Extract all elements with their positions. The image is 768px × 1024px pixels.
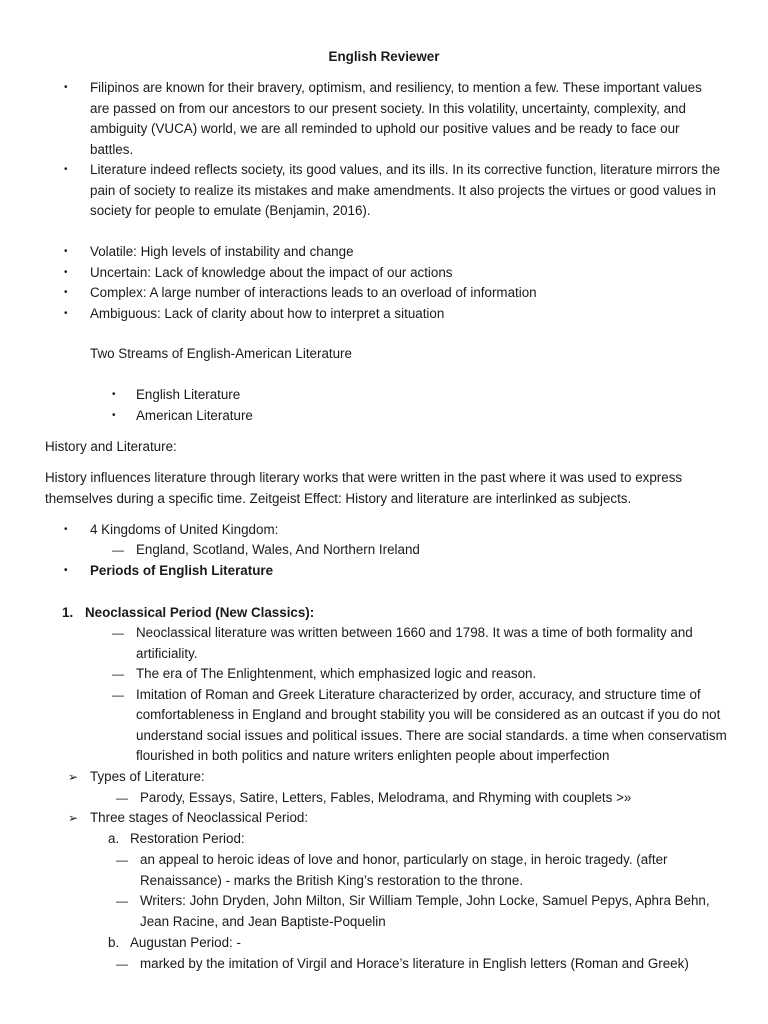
stage-b-heading: Augustan Period: - <box>130 935 241 950</box>
neoclassical-points <box>112 623 732 767</box>
stages-item <box>68 808 688 829</box>
list-item <box>112 685 732 767</box>
stage-a-point: an appeal to heroic ideas of love and honor, particularly on stage, in heroic tragedy. (after Renaissance) - marks the British King’s restoration to the throne. <box>140 852 668 888</box>
bullet-icon: • <box>112 409 116 421</box>
stage-a-heading: Restoration Period: <box>130 831 245 846</box>
periods-item <box>64 561 724 582</box>
kingdoms-list: England, Scotland, Wales, And Northern Ireland <box>136 542 420 557</box>
document-title: English Reviewer <box>328 49 440 64</box>
neoclassical-heading-row <box>62 603 662 624</box>
neoclassical-point: Neoclassical literature was written between 1660 and 1798. It was a time of both formality and artificiality. <box>136 625 693 661</box>
list-item <box>116 954 746 975</box>
dash-icon: — <box>112 626 124 640</box>
stage-b-heading-row <box>108 933 708 954</box>
vuca-list <box>64 242 724 324</box>
streams-heading: Two Streams of English-American Literature <box>90 346 352 361</box>
neoclassical-heading: Neoclassical Period (New Classics): <box>85 605 315 620</box>
neoclassical-point: Imitation of Roman and Greek Literature characterized by order, accuracy, and structure time of comfortableness in England and brought stability you will be considered as an outcast if you do not understand social issues and political issues. There are social standards. a time when conservatism flourished in both politics and nature writers enlighten people about imperfection <box>136 686 727 763</box>
bullet-icon: • <box>64 287 68 298</box>
list-item <box>112 385 512 406</box>
list-item <box>64 283 724 304</box>
list-item <box>64 520 724 541</box>
bullet-icon: • <box>64 307 68 319</box>
stage-b-point: marked by the imitation of Virgil and Horace’s literature in English letters (Roman and Greek) <box>140 956 689 971</box>
list-item <box>116 891 728 932</box>
bullet-icon: • <box>112 389 116 400</box>
kingdoms-heading: 4 Kingdoms of United Kingdom: <box>90 522 279 537</box>
list-item <box>68 767 688 788</box>
intro-list <box>64 78 724 222</box>
list-item-text: Filipinos are known for their bravery, optimism, and resiliency, to mention a few. These important values are passed on from our ancestors to our present society. In this volatility, uncertainty, complexity, and ambiguity (VUCA) world, we are all reminded to uphold our positive values and be ready to face our battles. <box>90 80 702 157</box>
types-sublist <box>116 788 736 809</box>
bullet-icon: • <box>64 246 68 257</box>
dash-icon: — <box>116 894 128 908</box>
list-letter: b. <box>108 935 120 950</box>
kingdoms-item <box>64 520 724 541</box>
stream-english: English Literature <box>136 387 241 402</box>
list-number: 1. <box>62 605 74 620</box>
list-item <box>64 78 724 160</box>
list-item <box>116 850 728 891</box>
bullet-icon: • <box>64 524 68 535</box>
history-paragraph: History influences literature through literary works that were written in the past where it was used to express themselves during a specific time. Zeitgeist Effect: History and literature are interlinked as subjects. <box>45 470 683 506</box>
dash-icon: — <box>112 667 124 681</box>
list-item-text: Literature indeed reflects society, its good values, and its ills. In its corrective function, literature mirrors the pain of society to realize its mistakes and make amendments. It also projects the virtues or good values in society for people to emulate (Benjamin, 2016). <box>90 162 721 218</box>
dash-icon: — <box>112 687 124 702</box>
list-item <box>64 160 724 222</box>
list-item <box>64 242 724 263</box>
kingdoms-sublist <box>112 540 712 561</box>
stage-b-points <box>116 954 746 975</box>
vuca-volatile: Volatile: High levels of instability and change <box>90 244 354 259</box>
list-item <box>64 561 724 582</box>
streams-list <box>112 385 512 426</box>
arrow-icon: ➢ <box>68 811 79 825</box>
arrow-icon: ➢ <box>68 770 79 784</box>
history-heading: History and Literature: <box>45 439 177 454</box>
list-item <box>108 933 708 954</box>
stream-american: American Literature <box>136 407 253 423</box>
types-heading: Types of Literature: <box>90 769 205 784</box>
list-item <box>112 664 732 685</box>
list-item <box>112 540 712 561</box>
vuca-complex: Complex: A large number of interactions leads to an overload of information <box>90 285 537 300</box>
stage-a-heading-row <box>108 829 708 850</box>
vuca-uncertain: Uncertain: Lack of knowledge about the impact of our actions <box>90 264 453 280</box>
list-item <box>64 304 724 325</box>
bullet-icon: • <box>64 82 68 93</box>
dash-icon: — <box>112 543 124 557</box>
stages-heading: Three stages of Neoclassical Period: <box>90 810 309 825</box>
neoclassical-point: The era of The Enlightenment, which emphasized logic and reason. <box>136 666 537 681</box>
list-letter: a. <box>108 831 120 846</box>
dash-icon: — <box>116 791 128 805</box>
periods-heading: Periods of English Literature <box>90 563 274 578</box>
stage-a-points <box>116 850 728 932</box>
dash-icon: — <box>116 957 128 971</box>
stage-a-point: Writers: John Dryden, John Milton, Sir William Temple, John Locke, Samuel Pepys, Aphra Behn, Jean Racine, and Jean Baptiste-Poquelin <box>140 893 710 929</box>
list-item <box>108 829 708 850</box>
list-item <box>62 603 662 624</box>
list-item <box>112 406 512 427</box>
types-list: Parody, Essays, Satire, Letters, Fables, Melodrama, and Rhyming with couplets >» <box>140 790 632 805</box>
list-item <box>112 623 732 664</box>
list-item <box>116 788 736 809</box>
bullet-icon: • <box>64 164 68 175</box>
vuca-ambiguous: Ambiguous: Lack of clarity about how to interpret a situation <box>90 305 445 321</box>
bullet-icon: • <box>64 565 68 576</box>
types-item <box>68 767 688 788</box>
list-item <box>68 808 688 829</box>
bullet-icon: • <box>64 266 68 278</box>
list-item <box>64 263 724 284</box>
dash-icon: — <box>116 853 128 867</box>
